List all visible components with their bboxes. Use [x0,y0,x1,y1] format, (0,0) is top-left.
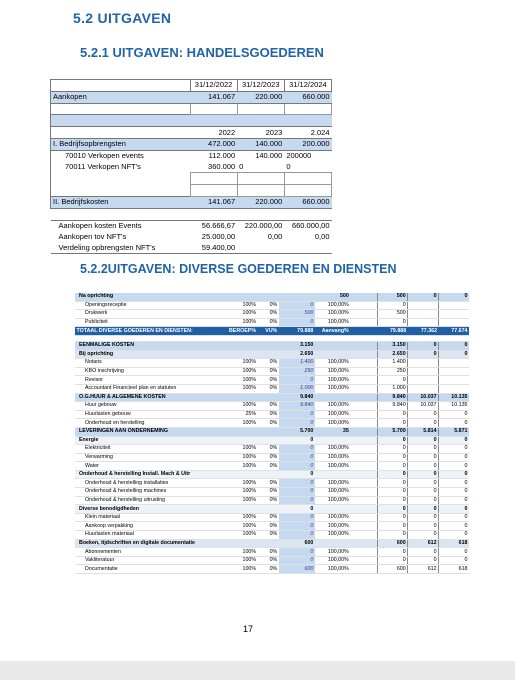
table-row: II. Bedrijfskosten 141.067 220.000 660.000 [51,196,332,208]
section-row: EENMALIGE KOSTEN 3.150 3.150 0 0 [75,341,469,350]
table-row: Openingsreceptie 100% 0% 0 100,00% 0 [75,301,469,310]
table-row: Publiciteit 100% 0% 0 100,00% 0 [75,318,469,327]
table-row: KBO inschrijving 100% 0% 250 100,00% 250 [75,367,469,376]
section-heading: 5.2 UITGAVEN [73,10,172,26]
page-shadow [0,661,515,680]
table-row [51,80,332,92]
date-header: 31/12/2022 [190,80,237,92]
table-row: Huurlasten gebouw 25% 0% 0 100,00% 0 0 0 [75,410,469,419]
table-row [51,185,332,197]
table-row: Na oprichting 500 500 0 0 [75,293,469,301]
year-header: 2.024 [310,127,330,137]
handelsgoederen-table [50,79,332,254]
table-row: Revisor 100% 0% 0 100,00% 0 [75,376,469,385]
totals-row: TOTAAL DIVERSE GOEDEREN EN DIENSTEN: BEROEP% VU% 79.888 Aanvang% 79.888 77.362 77.674 [76,327,468,334]
table-row: Aankopen kosten Events 56.666,67 220.000,00 660.000,00 [51,220,332,231]
table-row: Aankopen 141.067 220.000 660.000 [51,91,332,103]
table-row: Verwarming 100% 0% 0 100,00% 0 0 0 [75,453,469,462]
group-row: Onderhoud & herstelling Install. Mach & Uitr 0 0 0 0 [75,470,469,479]
table-row: Abonnementen 100% 0% 0 100,00% 0 0 0 [75,548,469,557]
table-row [51,115,332,127]
year-header: 2023 [265,127,283,137]
table-row: Huurlasten materiaal 100% 0% 0 100,00% 0 0 0 [75,531,469,540]
table-row: Aankoop verpakking 100% 0% 0 100,00% 0 0 0 [75,522,469,531]
table-row [51,173,332,185]
date-header: 31/12/2023 [237,80,284,92]
table-row: I. Bedrijfsopbrengsten 472.000 140.000 200.000 [51,138,332,150]
group-row: Diverse benodigdheden 0 0 0 0 [75,505,469,514]
subsection-row: Boeken, tijdschriften en digitale documentatie 600 600 612 618 [75,539,469,548]
section-row: O.G.HUUR & ALGEMENE KOSTEN 9.840 9.840 10.037 10.135 [75,393,469,402]
table-row: Onderhoud en herstelling 100% 0% 0 100,00% 0 0 0 [75,419,469,428]
table-row: Aankopen tov NFT's 25.000,00 0,00 0,00 [58,231,330,241]
table-row: Notaris 100% 0% 1.400 100,00% 1.400 [75,359,469,368]
page-number: 17 [243,624,254,634]
date-header: 31/12/2024 [284,80,331,92]
table-row: Accountant Financieel plan en statuten 100% 0% 1.000 100,00% 1.000 [75,384,469,393]
table-row: Documentatie 100% 0% 600 100,00% 600 612 618 [75,565,469,574]
table-row [51,103,332,115]
table-row: Water 100% 0% 0 100,00% 0 0 0 [75,462,469,471]
diverse-goederen-table [75,293,469,574]
subsection-heading-handelsgoederen: 5.2.1 UITGAVEN: HANDELSGOEDEREN [80,45,324,60]
table-row: Klein materiaal 100% 0% 0 100,00% 0 0 0 [75,513,469,522]
table-row: 70010 Verkopen events 112.000 140.000 200000 [51,150,332,161]
subsection-row: Bij oprichting 2.650 2.650 0 0 [75,350,469,359]
table-row: Vakliteratuur 100% 0% 0 100,00% 0 0 0 [75,556,469,565]
table-row: Onderhoud & herstelling installaties 100% 0% 0 100,00% 0 0 0 [75,479,469,488]
table-row: 70011 Verkopen NFT's 360.000 0 0 [51,162,332,173]
table-row [51,127,332,139]
table-row: Elektriciteit 100% 0% 0 100,00% 0 0 0 [75,445,469,454]
table-row [51,208,332,220]
section-row: LEVERINGEN AAN ONDERNEMING 5.700 35 5.700 5.814 5.871 [75,427,469,436]
year-header: 2022 [218,127,236,137]
table-row: Onderhoud & herstelling uitrusting 100% 0% 0 100,00% 0 0 0 [75,496,469,505]
table-row: Verdeling opbrengsten NFT's 59.400,00 [51,242,332,253]
subsection-heading-diverse: 5.2.2UITGAVEN: DIVERSE GOEDEREN EN DIENSTEN [80,262,397,276]
table-row: Drukwerk 100% 0% 500 100,00% 500 [75,310,469,319]
table-row: Onderhoud & herstelling machines 100% 0% 0 100,00% 0 0 0 [75,488,469,497]
table-row: Huur gebouw 100% 0% 9.840 100,00% 9.840 10.037 10.135 [75,402,469,411]
group-row: Energie 0 0 0 0 [75,436,469,445]
